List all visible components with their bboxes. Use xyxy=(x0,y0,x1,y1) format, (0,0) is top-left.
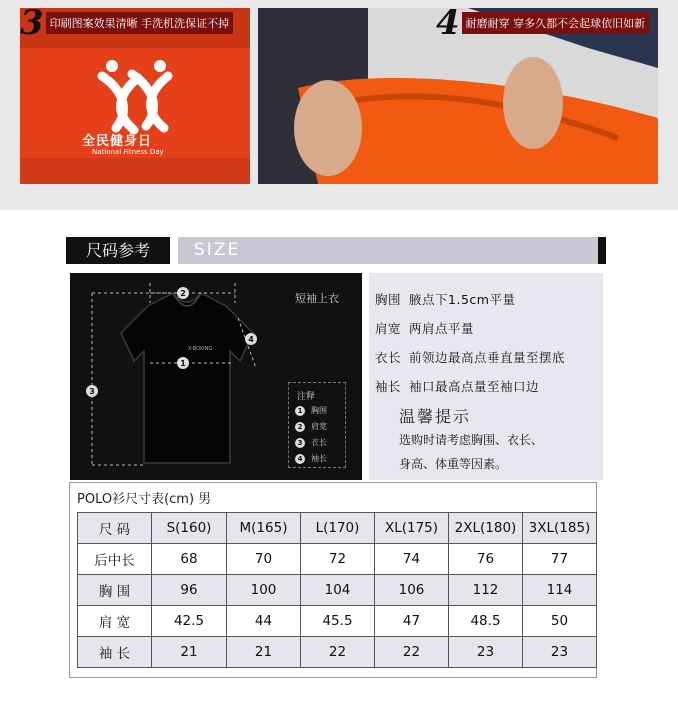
photo-printed-logo xyxy=(20,8,250,184)
desc-term: 袖长 xyxy=(375,379,402,394)
note-number: 3 xyxy=(295,438,305,448)
table-cell: 2XL(180) xyxy=(449,513,523,544)
photo-stretch-fabric xyxy=(258,8,658,184)
note-item xyxy=(295,421,327,432)
table-cell: 21 xyxy=(152,637,227,668)
table-cell: 23 xyxy=(523,637,597,668)
table-header-row xyxy=(78,513,597,544)
size-table xyxy=(77,512,597,668)
diagram-caption: 短袖上衣 xyxy=(295,292,339,305)
note-label: 衣长 xyxy=(311,438,327,447)
svg-text:1: 1 xyxy=(180,359,186,368)
table-cell: 22 xyxy=(375,637,449,668)
desc-chest xyxy=(375,290,515,308)
table-cell: 23 xyxy=(449,637,523,668)
table-cell: L(170) xyxy=(301,513,375,544)
table-cell: 68 xyxy=(152,544,227,575)
row-label-cell: 肩 宽 xyxy=(78,606,152,637)
table-cell: 42.5 xyxy=(152,606,227,637)
table-cell: 48.5 xyxy=(449,606,523,637)
desc-term: 胸围 xyxy=(375,292,402,307)
table-cell: 45.5 xyxy=(301,606,375,637)
step-number: 3 xyxy=(20,8,44,43)
section-title: 尺码参考 xyxy=(66,237,170,264)
table-row xyxy=(78,575,597,606)
table-cell: M(165) xyxy=(227,513,301,544)
desc-text: 前领边最高点垂直量至摆底 xyxy=(409,350,566,365)
desc-text: 两肩点平量 xyxy=(409,321,475,336)
step-number: 4 xyxy=(436,8,460,43)
table-cell: 50 xyxy=(523,606,597,637)
table-row xyxy=(78,637,597,668)
table-cell: 3XL(185) xyxy=(523,513,597,544)
notes-title: 注释 xyxy=(297,392,316,402)
logo-subtext: National Fitness Day xyxy=(92,148,164,156)
svg-text:4: 4 xyxy=(248,335,254,344)
note-item xyxy=(295,437,327,448)
svg-text:3: 3 xyxy=(89,387,95,396)
desc-term: 衣长 xyxy=(375,350,402,365)
row-label-cell: 袖 长 xyxy=(78,637,152,668)
tip-line: 选购时请考虑胸围、衣长、 xyxy=(399,433,544,447)
table-cell: 74 xyxy=(375,544,449,575)
table-cell: XL(175) xyxy=(375,513,449,544)
table-cell: 47 xyxy=(375,606,449,637)
row-label-cell: 尺 码 xyxy=(78,513,152,544)
table-cell: 114 xyxy=(523,575,597,606)
table-cell: 21 xyxy=(227,637,301,668)
note-label: 肩宽 xyxy=(311,422,327,431)
desc-length xyxy=(375,348,565,366)
svg-text:2: 2 xyxy=(180,289,186,298)
row-label-cell: 胸 围 xyxy=(78,575,152,606)
logo-text: 全民健身日 xyxy=(82,134,153,149)
table-cell: 72 xyxy=(301,544,375,575)
note-number: 2 xyxy=(295,422,305,432)
table-row xyxy=(78,544,597,575)
desc-text: 袖口最高点量至袖口边 xyxy=(409,379,540,394)
desc-text: 腋点下1.5cm平量 xyxy=(409,292,516,307)
table-cell: 44 xyxy=(227,606,301,637)
table-cell: 100 xyxy=(227,575,301,606)
header-bar xyxy=(178,237,598,264)
header-end-cap xyxy=(598,237,606,264)
desc-sleeve xyxy=(375,377,539,395)
table-cell: 96 xyxy=(152,575,227,606)
note-number: 1 xyxy=(295,406,305,416)
table-cell: 77 xyxy=(523,544,597,575)
tip-line: 身高、体重等因素。 xyxy=(399,457,508,471)
table-cell: 106 xyxy=(375,575,449,606)
measurement-description xyxy=(369,273,603,480)
caption-text: 耐磨耐穿 穿多久都不会起球依旧如新 xyxy=(462,12,650,34)
desc-shoulder xyxy=(375,319,474,337)
section-subtitle: SIZE xyxy=(194,240,241,260)
caption-left xyxy=(20,8,233,43)
desc-term: 肩宽 xyxy=(375,321,402,336)
tip-title: 温馨提示 xyxy=(399,407,472,426)
note-label: 胸围 xyxy=(311,406,327,415)
shirt-brand: X-BOXING xyxy=(188,346,213,352)
table-cell: 104 xyxy=(301,575,375,606)
row-label-cell: 后中长 xyxy=(78,544,152,575)
note-label: 袖长 xyxy=(311,454,327,463)
table-cell: 70 xyxy=(227,544,301,575)
table-cell: S(160) xyxy=(152,513,227,544)
table-row xyxy=(78,606,597,637)
caption-text: 印刷图案效果清晰 手洗机洗保证不掉 xyxy=(46,12,234,34)
note-item xyxy=(295,405,327,416)
caption-right xyxy=(436,8,649,43)
note-number: 4 xyxy=(295,454,305,464)
table-title: POLO衫尺寸表(cm) 男 xyxy=(77,492,212,507)
table-cell: 22 xyxy=(301,637,375,668)
header-divider xyxy=(170,237,178,264)
notes-legend xyxy=(288,382,346,468)
note-item xyxy=(295,453,327,464)
table-cell: 76 xyxy=(449,544,523,575)
table-cell: 112 xyxy=(449,575,523,606)
